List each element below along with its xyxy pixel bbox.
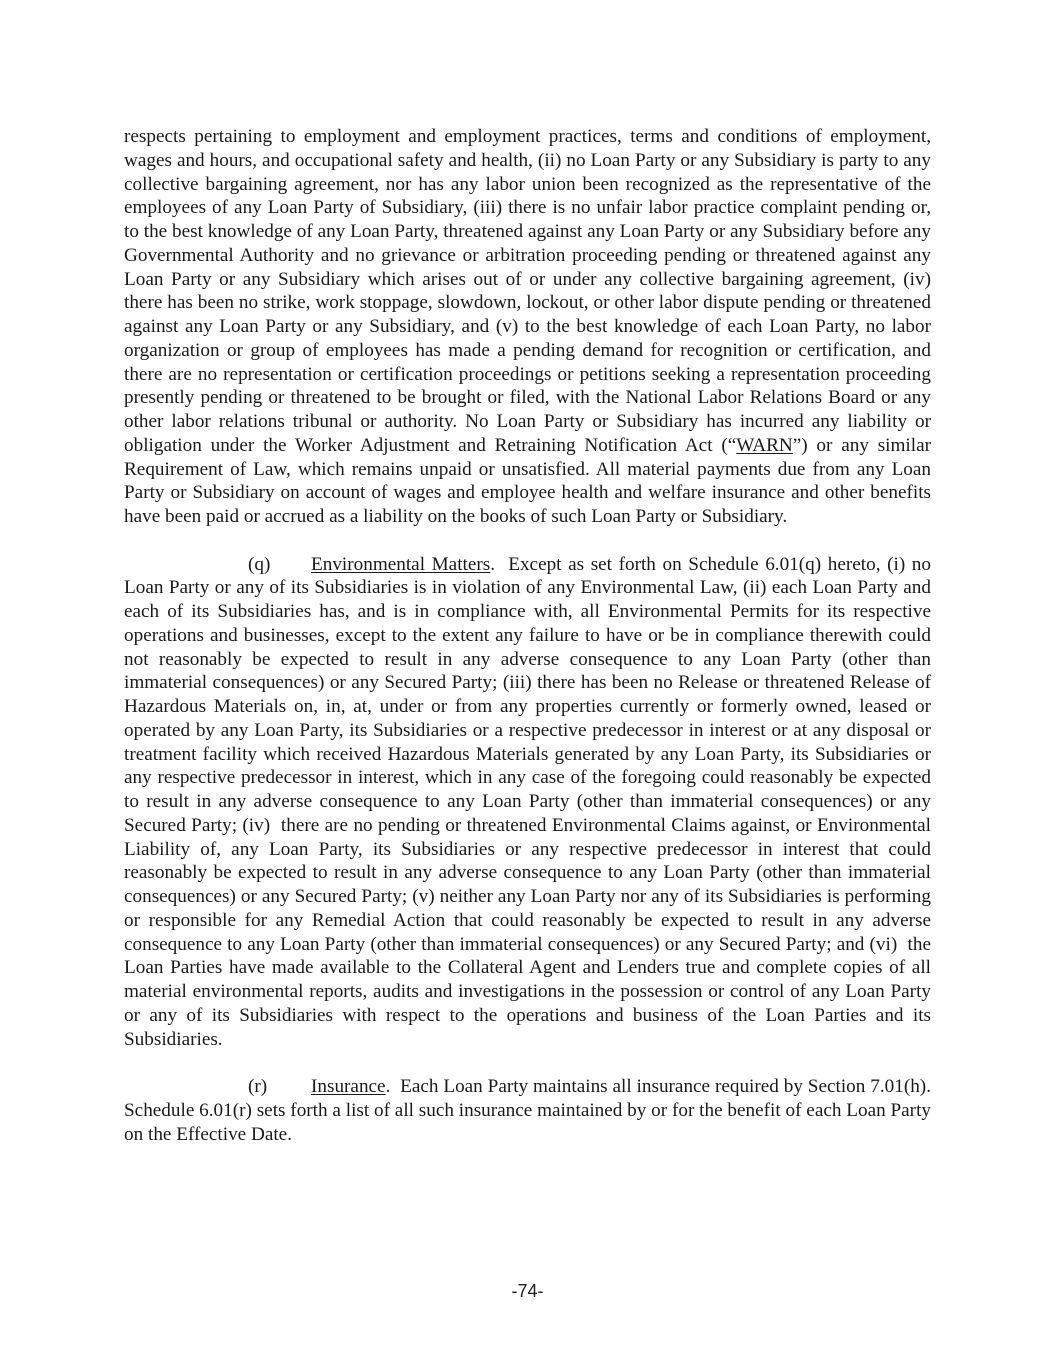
paragraph-text: respects pertaining to employment and employment practices, terms and conditions of employment, wages and hours, and occupational safety and health, (ii) no Loan Party or any Subsidiary is party to any collective bargaining agreement, nor has any labor union been recognized as the representative of the employees of any Loan Party of Subsidiary, (iii) there is no unfair labor practice complaint pending or, to the best knowledge of any Loan Party, threatened against any Loan Party or any Subsidiary before any Governmental Authority and no grievance or arbitration proceeding pending or threatened against any Loan Party or any Subsidiary which arises out of or under any collective bargaining agreement, (iv) there has been no strike, work stoppage, slowdown, lockout, or other labor dispute pending or threatened against any Loan Party or any Subsidiary, and (v) to the best knowledge of each Loan Party, no labor organization or group of employees has made a pending demand for recognition or certification, and there are no representation or certification proceedings or petitions seeking a representation proceeding presently pending or threatened to be brought or filed, with the National Labor Relations Board or any other labor relations tribunal or authority. No Loan Party or Subsidiary has incurred any liability or obligation under the Worker Adjustment and Retraining Notification Act (“ bbox=[124, 126, 931, 456]
section-heading: Insurance bbox=[311, 1076, 386, 1097]
paragraph-labor-matters-continuation bbox=[124, 125, 931, 529]
heading-punctuation: . bbox=[385, 1076, 391, 1097]
section-marker: (q) bbox=[248, 553, 271, 575]
defined-term-warn: WARN bbox=[736, 434, 793, 456]
section-body: Except as set forth on Schedule 6.01(q) hereto, (i) no Loan Party or any of its Subsidiaries is in violation of any Environmental Law, (ii) each Loan Party and each of its Subsidiaries has, and is in compliance with, all Environmental Permits for its respective operations and businesses, except to the extent any failure to have or be in compliance therewith could not reasonably be expected to result in any adverse consequence to any Loan Party (other than immaterial consequences) or any Secured Party; (iii) there has been no Release or threatened Release of Hazardous Materials on, in, at, under or from any properties currently or formerly owned, leased or operated by any Loan Party, its Subsidiaries or a respective predecessor in interest or at any disposal or treatment facility which received Hazardous Materials generated by any Loan Party, its Subsidiaries or any respective predecessor in interest, which in any case of the foregoing could reasonably be expected to result in any adverse consequence to any Loan Party (other than immaterial consequences) or any Secured Party; (iv) there are no pending or threatened Environmental Claims against, or Environmental Liability of, any Loan Party, its Subsidiaries or any respective predecessor in interest that could reasonably be expected to result in any adverse consequence to any Loan Party (other than immaterial consequences) or any Secured Party; (v) neither any Loan Party nor any of its Subsidiaries is performing or responsible for any Remedial Action that could reasonably be expected to result in any adverse consequence to any Loan Party (other than immaterial consequences) or any Secured Party; and (vi) the Loan Parties have made available to the Collateral Agent and Lenders true and complete copies of all material environmental reports, audits and investigations in the possession or control of any Loan Party or any of its Subsidiaries with respect to the operations and business of the Loan Parties and its Subsidiaries. bbox=[124, 553, 936, 1050]
paragraph-text: ”) or any similar Requirement of Law, which remains unpaid or unsatisfied. All material payments due from any Loan Party or Subsidiary on account of wages and employee health and welfare insurance and other benefits have been paid or accrued as a liability on the books of such Loan Party or Subsidiary. bbox=[124, 434, 931, 527]
section-body: Each Loan Party maintains all insurance required by Section 7.01(h). Schedule 6.01(r) sets forth a list of all such insurance maintained by or for the benefit of each Loan Party on the Effective Date. bbox=[124, 1076, 941, 1145]
heading-punctuation: . bbox=[490, 553, 496, 575]
section-q-environmental-matters bbox=[124, 553, 936, 1052]
page-number: -74- bbox=[511, 1281, 544, 1301]
document-page bbox=[124, 125, 941, 1146]
section-r-insurance bbox=[124, 1075, 941, 1146]
section-marker: (r) bbox=[248, 1076, 268, 1097]
section-heading: Environmental Matters bbox=[311, 553, 491, 575]
